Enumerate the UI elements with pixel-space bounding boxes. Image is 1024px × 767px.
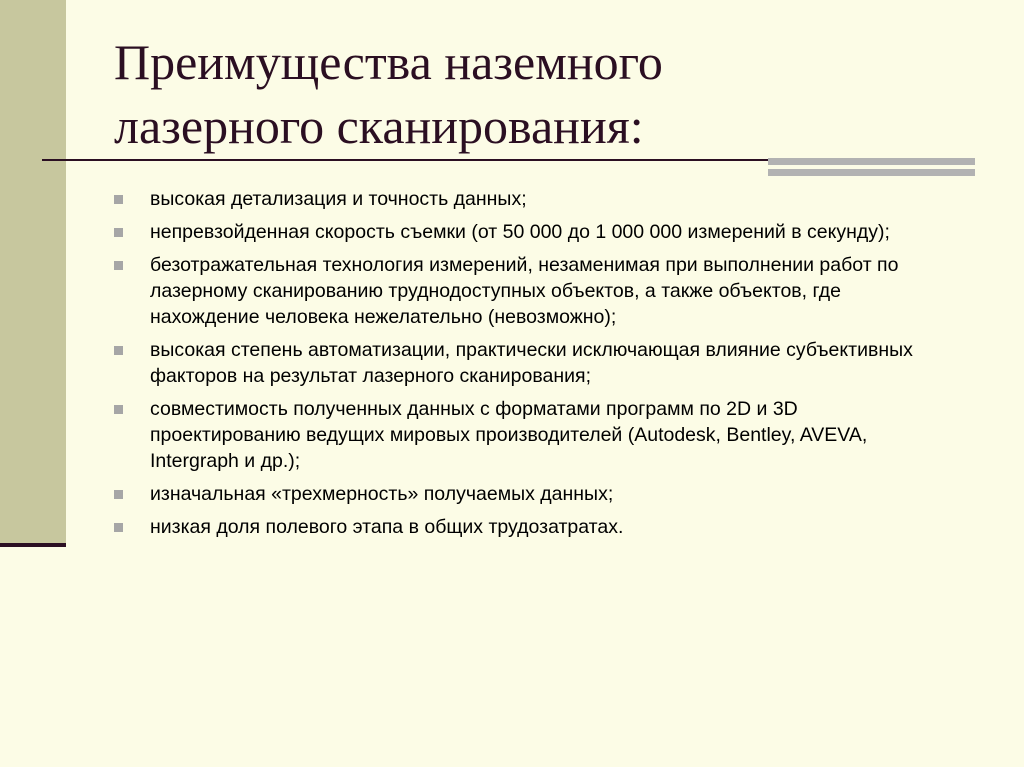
bullet-text: высокая степень автоматизации, практически исключающая влияние субъективных факторов на результат лазерного сканирования; (150, 339, 913, 387)
bullet-text: изначальная «трехмерность» получаемых данных; (150, 483, 614, 505)
side-decoration-bar (0, 0, 66, 546)
bullet-list (112, 186, 942, 547)
square-bullet-icon (114, 195, 123, 204)
bullet-item (112, 514, 942, 540)
bullet-text: совместимость полученных данных с форматами программ по 2D и 3D проектированию ведущих мировых производителей (Autodesk, Bentley, AVEVA, Intergraph и др.); (150, 398, 868, 472)
bullet-item (112, 396, 942, 474)
bullet-text: непревзойденная скорость съемки (от 50 000 до 1 000 000 измерений в секунду); (150, 221, 890, 243)
bullet-item (112, 481, 942, 507)
slide-title (114, 30, 934, 158)
square-bullet-icon (114, 228, 123, 237)
bullet-text: безотражательная технология измерений, незаменимая при выполнении работ по лазерному сканированию труднодоступных объектов, а также объектов, где нахождение человека нежелательно (невозможно); (150, 254, 899, 328)
square-bullet-icon (114, 346, 123, 355)
side-decoration-line (0, 543, 66, 547)
square-bullet-icon (114, 261, 123, 270)
slide-title-line-2: лазерного сканирования: (114, 98, 644, 154)
bullet-item (112, 186, 942, 212)
slide-title-line-1: Преимущества наземного (114, 34, 663, 90)
bullet-text: высокая детализация и точность данных; (150, 188, 527, 210)
square-bullet-icon (114, 405, 123, 414)
square-bullet-icon (114, 523, 123, 532)
title-accent-bar (768, 158, 975, 176)
bullet-item (112, 219, 942, 245)
bullet-item (112, 252, 942, 330)
bullet-text: низкая доля полевого этапа в общих трудозатратах. (150, 516, 624, 538)
square-bullet-icon (114, 490, 123, 499)
bullet-item (112, 337, 942, 389)
